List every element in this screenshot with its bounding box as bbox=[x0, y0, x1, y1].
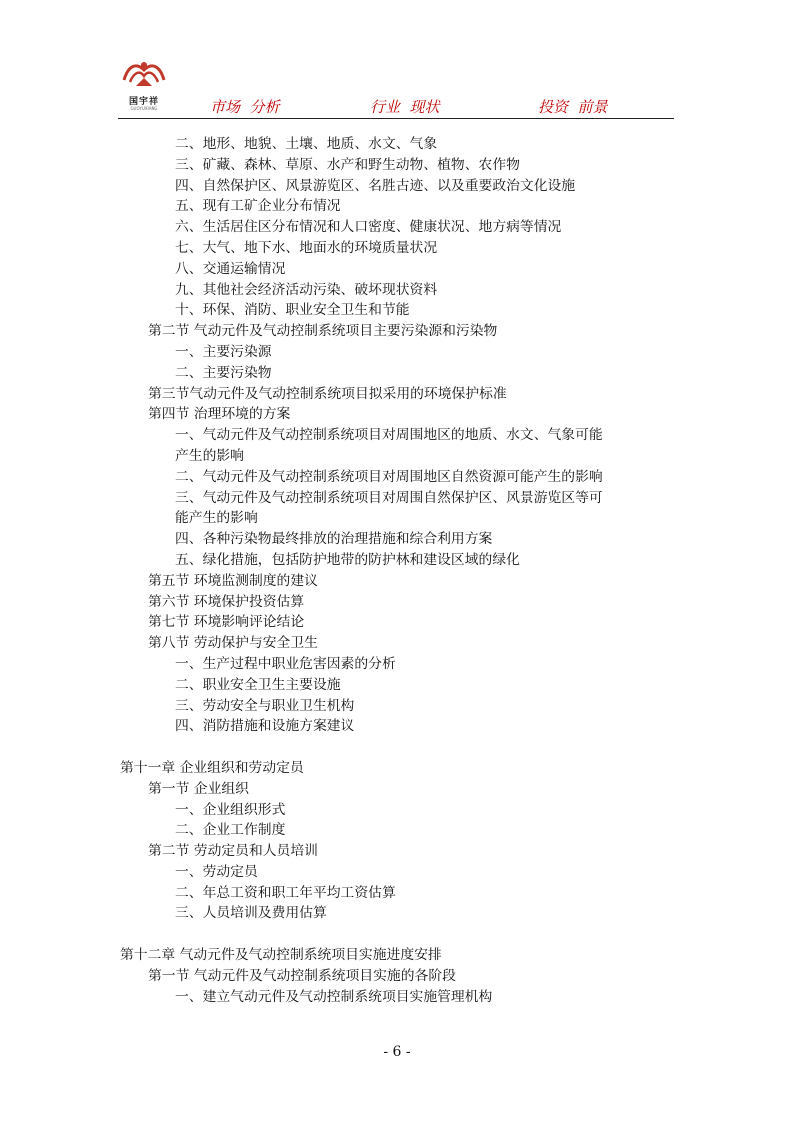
toc-line: 二、地形、地貌、土壤、地质、水文、气象 bbox=[175, 136, 438, 152]
toc-section: 第五节 环境监测制度的建议 bbox=[148, 572, 318, 589]
toc-line: 三、人员培训及费用估算 bbox=[175, 905, 327, 922]
toc-content bbox=[120, 134, 680, 1007]
toc-line: 一、生产过程中职业危害因素的分析 bbox=[175, 655, 396, 672]
toc-line: 五、现有工矿企业分布情况 bbox=[175, 198, 341, 215]
logo-subtext: GUOYUXIANG bbox=[130, 106, 158, 111]
toc-section: 第一节 气动元件及气动控制系统项目实施的各阶段 bbox=[148, 967, 456, 984]
toc-line: 一、建立气动元件及气动控制系统项目实施管理机构 bbox=[175, 988, 493, 1005]
toc-line: 三、劳动安全与职业卫生机构 bbox=[175, 697, 355, 714]
toc-line: 二、年总工资和职工年平均工资估算 bbox=[175, 884, 396, 901]
page-header bbox=[118, 56, 674, 118]
toc-line: 能产生的影响 bbox=[175, 510, 258, 527]
toc-section: 第六节 环境保护投资估算 bbox=[148, 593, 305, 610]
toc-section: 第二节 劳动定员和人员培训 bbox=[148, 843, 318, 860]
toc-chapter: 第十一章 企业组织和劳动定员 bbox=[120, 759, 304, 776]
toc-line: 四、各种污染物最终排放的治理措施和综合利用方案 bbox=[175, 531, 493, 548]
toc-line: 一、主要污染源 bbox=[175, 343, 272, 360]
toc-line: 产生的影响 bbox=[175, 447, 244, 464]
header-item-market: 市场 分析 bbox=[210, 98, 280, 116]
toc-line: 二、气动元件及气动控制系统项目对周围地区自然资源可能产生的影响 bbox=[175, 468, 603, 485]
toc-line: 七、大气、地下水、地面水的环境质量状况 bbox=[175, 239, 438, 256]
toc-line: 四、自然保护区、风景游览区、名胜古迹、以及重要政治文化设施 bbox=[175, 177, 576, 194]
header-item-investment: 投资 前景 bbox=[538, 98, 608, 116]
toc-line: 八、交通运输情况 bbox=[175, 260, 286, 277]
logo-emblem-icon bbox=[120, 56, 168, 92]
toc-line: 十、环保、消防、职业安全卫生和节能 bbox=[175, 302, 410, 319]
toc-line: 一、劳动定员 bbox=[175, 863, 258, 880]
toc-chapter: 第十二章 气动元件及气动控制系统项目实施进度安排 bbox=[120, 947, 442, 964]
header-item-industry: 行业 现状 bbox=[370, 98, 440, 116]
toc-line: 五、绿化措施，包括防护地带的防护林和建设区域的绿化 bbox=[175, 551, 520, 568]
toc-line: 二、职业安全卫生主要设施 bbox=[175, 676, 341, 693]
toc-line: 一、气动元件及气动控制系统项目对周围地区的地质、水文、气象可能 bbox=[175, 427, 603, 444]
toc-section: 第一节 企业组织 bbox=[148, 780, 249, 797]
toc-line: 九、其他社会经济活动污染、破坏现状资料 bbox=[175, 281, 438, 298]
toc-section: 第七节 环境影响评论结论 bbox=[148, 614, 305, 631]
toc-section: 第三节气动元件及气动控制系统项目拟采用的环境保护标准 bbox=[148, 385, 507, 402]
logo-text: 国宇祥 bbox=[128, 97, 159, 107]
page-number: - 6 - bbox=[383, 1044, 411, 1060]
blank-line bbox=[120, 737, 680, 758]
toc-line: 二、企业工作制度 bbox=[175, 822, 286, 839]
toc-line: 三、气动元件及气动控制系统项目对周围自然保护区、风景游览区等可 bbox=[175, 489, 603, 506]
toc-section: 第八节 劳动保护与安全卫生 bbox=[148, 635, 318, 652]
toc-section: 第二节 气动元件及气动控制系统项目主要污染源和污染物 bbox=[148, 323, 498, 340]
blank-line bbox=[120, 924, 680, 945]
toc-line: 一、企业组织形式 bbox=[175, 801, 286, 818]
toc-section: 第四节 治理环境的方案 bbox=[148, 406, 291, 423]
toc-line: 三、矿藏、森林、草原、水产和野生动物、植物、农作物 bbox=[175, 156, 520, 173]
company-logo bbox=[120, 56, 168, 114]
toc-line: 六、生活居住区分布情况和人口密度、健康状况、地方病等情况 bbox=[175, 219, 562, 236]
toc-line: 二、主要污染物 bbox=[175, 364, 272, 381]
toc-line: 四、消防措施和设施方案建议 bbox=[175, 718, 355, 735]
header-divider bbox=[118, 118, 674, 119]
